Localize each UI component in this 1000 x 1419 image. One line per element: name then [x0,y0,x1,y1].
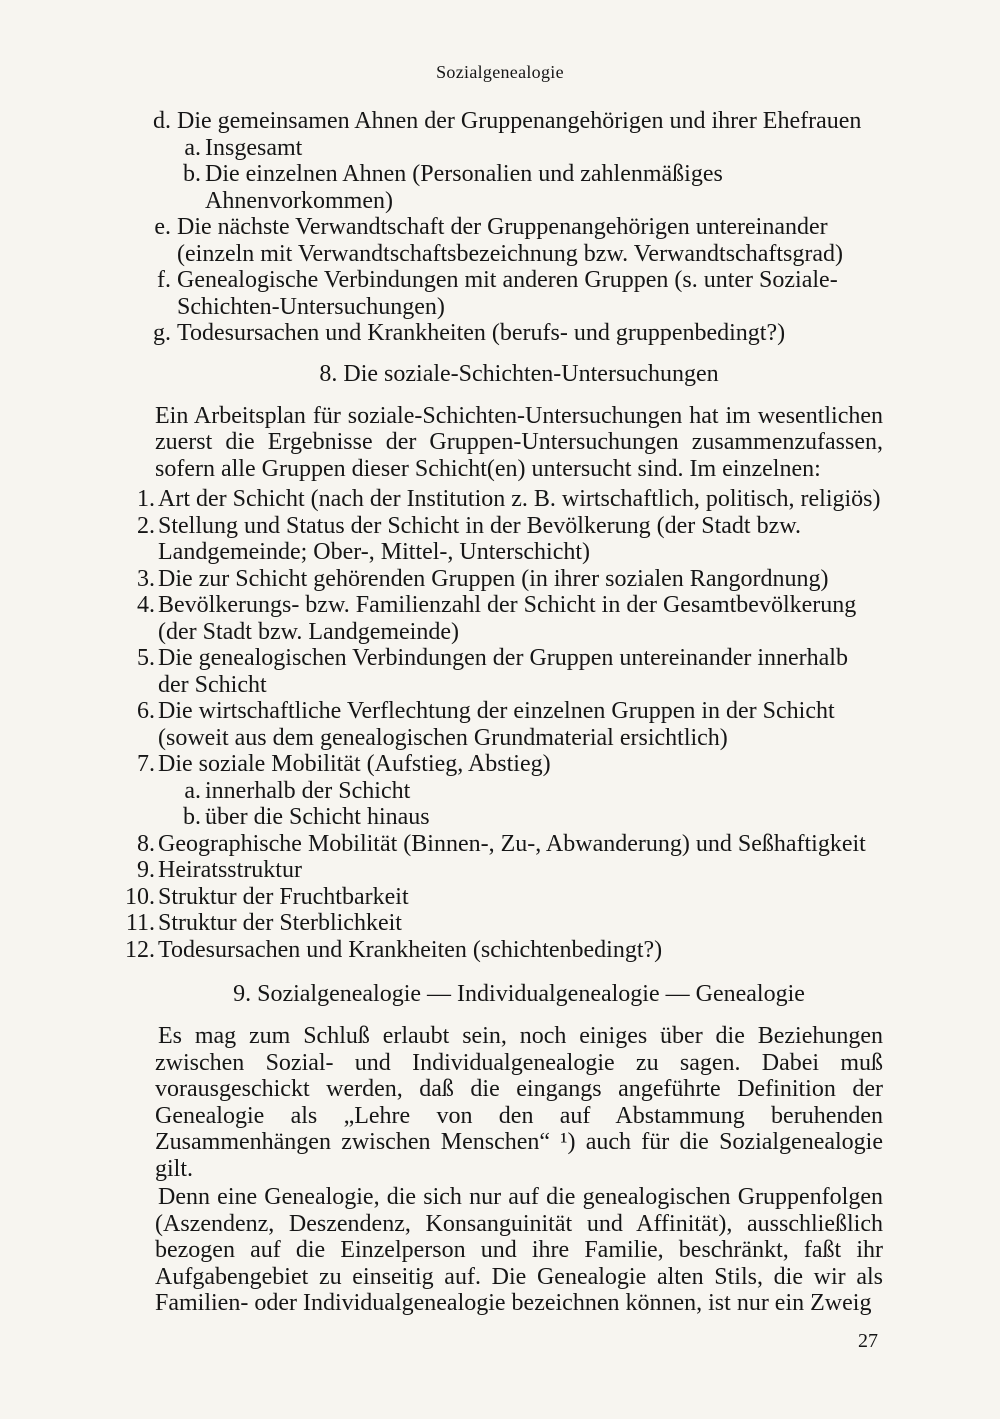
running-head: Sozialgenealogie [436,62,564,82]
list-item [137,857,883,884]
list-item-label: 7. [137,751,155,777]
section-9-paragraph-1: Es mag zum Schluß erlaubt sein, noch einiges über die Beziehungen zwischen Sozial- und Individualgenealogie zu sagen. Dabei muß vorausgeschickt werden, daß die eingangs angeführte Definition der Genealogie als „Lehre von den auf Abstammung beruhenden Zusammenhängen zwischen Menschen“ ¹) auch für die Sozialgenealogie gilt. [155,1023,883,1182]
list-item [155,135,883,162]
section-8-intro: Ein Arbeitsplan für soziale-Schichten-Untersuchungen hat im wesentlichen zuerst die Ergebnisse der Gruppen-Untersuchungen zusammenzufassen, sofern alle Gruppen dieser Schicht(en) untersucht sind. Im einzelnen: [155,402,883,482]
list-item-text: Geographische Mobilität (Binnen-, Zu-, Abwanderung) und Seßhaftigkeit [158,830,866,857]
list-item-text: Die genealogischen Verbindungen der Gruppen untereinander innerhalb der Schicht [158,645,848,698]
list-item-text: Die einzelnen Ahnen (Personalien und zahlenmäßiges Ahnenvorkommen) [205,161,723,214]
list-item [155,108,883,135]
list-item-label: 2. [137,512,155,539]
list-item-text: innerhalb der Schicht [205,777,411,804]
list-item [137,565,883,593]
list-item-text: Stellung und Status der Schicht in der Bevölkerung (der Stadt bzw. Landgemeinde; Ober-, Mittel-, Unterschicht) [158,512,801,565]
list-item-label: 5. [137,645,155,671]
list-item-label: e. [154,214,171,240]
list-item-text: Bevölkerungs- bzw. Familienzahl der Schicht in der Gesamtbevölkerung (der Stadt bzw. Landgemeinde) [158,592,857,645]
list-item-label: 1. [137,486,155,512]
list-item [125,936,883,964]
list-item-text: Heiratsstruktur [158,857,302,883]
outline-list-continued [155,108,883,347]
list-item-text: Art der Schicht (nach der Institution z. B. wirtschaftlich, politisch, religiös) [158,486,881,512]
list-item [125,910,883,937]
list-item [137,512,883,566]
list-item [155,320,883,347]
list-item [137,830,883,858]
list-item [137,751,883,778]
list-item-text: über die Schicht hinaus [205,804,430,830]
list-item-text: Die soziale Mobilität (Aufstieg, Abstieg) [158,751,551,777]
list-item-label: 8. [137,830,155,857]
list-item-label: 4. [137,592,155,618]
list-item-text: Die wirtschaftliche Verflechtung der einzelnen Gruppen in der Schicht (soweit aus dem genealogischen Grundmaterial ersichtlich) [158,698,835,751]
list-item-label: g. [153,320,171,346]
page-body [125,108,883,1317]
list-item [155,267,883,320]
list-item [137,592,883,645]
page-number: 27 [858,1330,878,1352]
list-item-label: 10. [125,883,155,910]
list-item-label: 6. [137,698,155,724]
list-item-label: b. [183,161,201,187]
list-item-label: b. [183,804,201,830]
list-item [155,161,883,214]
list-item-text: Die nächste Verwandtschaft der Gruppenangehörigen untereinander (einzeln mit Verwandtschaftsbezeichnung bzw. Verwandtschaftsgrad) [177,214,843,267]
list-item-label: 11. [125,910,155,936]
list-item-text: Insgesamt [205,134,303,161]
list-item-label: a. [184,134,201,161]
section-9-paragraph-2: Denn eine Genealogie, die sich nur auf die genealogischen Gruppenfolgen (Aszendenz, Deszendenz, Konsanguinität und Affinität), ausschließlich bezogen auf die Einzelperson und ihre Familie, beschränkt, faßt ihr Aufgabengebiet zu einseitig auf. Die Genealogie alten Stils, die wir als Familien- oder Individualgenealogie bezeichnen können, ist nur ein Zweig [155,1184,883,1316]
list-item [137,486,883,513]
list-item-label: d. [153,108,171,134]
list-item-label: 12. [125,936,155,963]
work-plan-list [125,486,883,963]
list-item [155,214,883,267]
list-item-label: f. [157,267,171,293]
list-item-text: Struktur der Fruchtbarkeit [158,883,409,910]
list-item-text: Todesursachen und Krankheiten (berufs- und gruppenbedingt?) [177,320,786,346]
list-item-label: 9. [137,857,155,883]
list-item [125,883,883,911]
list-item-text: Todesursachen und Krankheiten (schichtenbedingt?) [158,936,663,963]
list-item [137,698,883,751]
list-item-text: Genealogische Verbindungen mit anderen Gruppen (s. unter Soziale-Schichten-Untersuchungen) [177,267,838,320]
list-item-text: Struktur der Sterblichkeit [158,910,402,936]
list-item-text: Die gemeinsamen Ahnen der Gruppenangehörigen und ihrer Ehefrauen [177,108,862,134]
section-8-heading: 8. Die soziale-Schichten-Untersuchungen [319,360,719,387]
list-item-text: Die zur Schicht gehörenden Gruppen (in ihrer sozialen Rangordnung) [158,565,829,592]
list-item [155,804,883,831]
list-item-label: 3. [137,565,155,592]
list-item [137,645,883,698]
list-item [155,778,883,805]
list-item-label: a. [184,777,201,804]
section-9-heading: 9. Sozialgenealogie — Individualgenealogie — Genealogie [233,981,805,1007]
